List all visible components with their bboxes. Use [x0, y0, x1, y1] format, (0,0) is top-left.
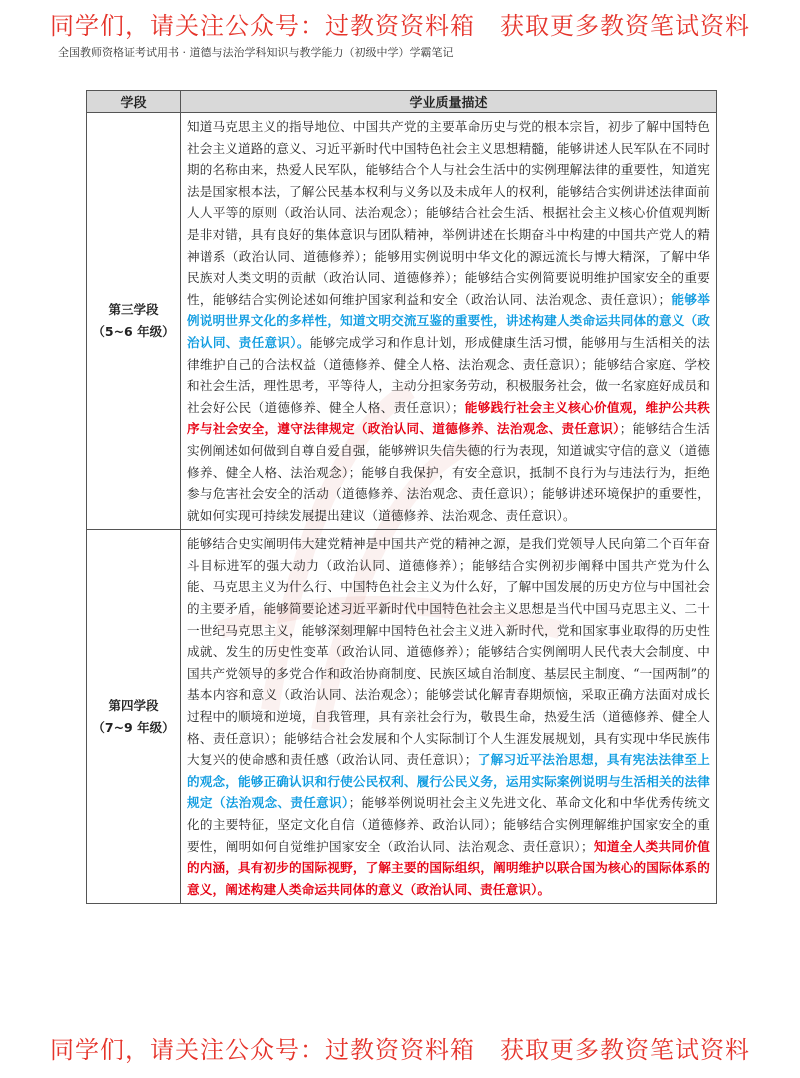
book-subtitle: 全国教师资格证考试用书 · 道德与法治学科知识与教学能力（初级中学）学霸笔记 — [58, 46, 454, 59]
stage-grades: （5~6 年级） — [92, 324, 175, 340]
column-header-stage: 学段 — [87, 91, 181, 113]
stage-name: 第三学段 — [108, 302, 159, 318]
highlight-red-text: 能够践行社会主义核心价值观，维护公共秩序与社会安全，遵守法律规定（政治认同、道德修养、法治观念、责任意识） — [187, 399, 711, 437]
promo-banner-bottom: 同学们，请关注公众号：过教资资料箱 获取更多教资笔试资料 — [50, 1036, 750, 1064]
stage-grades: （7~9 年级） — [92, 719, 175, 735]
highlight-blue-text: 能够举例说明世界文化的多样性，知道文明交流互鉴的重要性，讲述构建人类命运共同体的意义（政治认同、责任意识）。 — [187, 291, 710, 350]
description-cell — [181, 530, 717, 904]
description-cell — [181, 113, 717, 530]
description-text: ；能够结合生活实例阐述如何做到自尊自爱自强，能够辨识失信失德的行为表现，知道诚实守信的意义（道德修养、健全人格、法治观念）；能够自我保护，有安全意识，抵制不良行为与违法行为，拒绝参与危害社会安全的活动（道德修养、法治观念、责任意识）；能够讲述环境保护的重要性，就如何实现可持续发展提出建议（道德修养、法治观念、责任意识）。 — [187, 421, 710, 523]
stage-name: 第四学段 — [108, 697, 159, 713]
quality-description-table — [86, 90, 717, 904]
description-text: 能够完成学习和作息计划，形成健康生活习惯，能够用与生活相关的法律维护自己的合法权益（道德修养、健全人格、法治观念、责任意识）；能够结合家庭、学校和社会生活，理性思考，平等待人，主动分担家务劳动，积极服务社会，做一名家庭好成员和社会好公民（道德修养、健全人格、责任意识）； — [187, 334, 710, 415]
table-row-stage-3 — [87, 113, 717, 530]
table-header-row — [87, 91, 717, 113]
description-text: 知道马克思主义的指导地位、中国共产党的主要革命历史与党的根本宗旨，初步了解中国特色社会主义道路的意义、习近平新时代中国特色社会主义思想精髓，能够讲述人民军队在不同时期的名称由来，热爱人民军队，能够结合个人与社会生活中的实例理解法律的重要性，知道宪法是国家根本法，了解公民基本权利与义务以及未成年人的权利，能够结合实例讲述法律面前人人平等的原则（政治认同、法治观念）；能够结合社会生活、根据社会主义核心价值观判断是非对错，具有良好的集体意识与团队精神，举例讲述在长期奋斗中构建的中国共产党人的精神谱系（政治认同、道德修养）；能够用实例说明中华文化的源远流长与博大精深，了解中华民族对人类文明的贡献（政治认同、道德修养）；能够结合实例简要说明维护国家安全的重要性，能够结合实例论述如何维护国家利益和安全（政治认同、法治观念、责任意识）； — [187, 119, 710, 307]
description-text: 能够结合史实阐明伟大建党精神是中国共产党的精神之源，是我们党领导人民向第二个百年奋斗目标进军的强大动力（政治认同、道德修养）；能够结合实例初步阐释中国共产党为什么能、马克思主义为什么行、中国特色社会主义为什么好，了解中国发展的历史方位与中国社会的主要矛盾，能够简要论述习近平新时代中国特色社会主义思想是当代中国马克思主义、二十一世纪马克思主义，能够深刻理解中国特色社会主义进入新时代，党和国家事业取得的历史性成就、发生的历史性变革（政治认同、道德修养）；能够结合实例阐明人民代表大会制度、中国共产党领导的多党合作和政治协商制度、民族区域自治制度、基层民主制度、“一国两制”的基本内容和意义（政治认同、法治观念）；能够尝试化解青春期烦恼，采取正确方法面对成长过程中的顺境和逆境，自我管理，具有亲社会行为，敬畏生命，热爱生活（道德修养、健全人格、责任意识）；能够结合社会发展和个人实际制订个人生涯发展规划，具有实现中华民族伟大复兴的使命感和责任感（政治认同、责任意识）； — [187, 536, 710, 768]
highlight-blue-text: 了解习近平法治思想，具有宪法法律至上的观念，能够正确认识和行使公民权利、履行公民义务，运用实际案例说明与生活相关的法律规定（法治观念、责任意识） — [187, 752, 710, 811]
description-text: ；能够举例说明社会主义先进文化、革命文化和中华优秀传统文化的主要特征，坚定文化自信（道德修养、政治认同）；能够结合实例理解维护国家安全的重要性，阐明如何自觉维护国家安全（政治认同、法治观念、责任意识）； — [187, 795, 710, 854]
highlight-red-text: 知道全人类共同价值的内涵，具有初步的国际视野，了解主要的国际组织，阐明维护以联合国为核心的国际体系的意义，阐述构建人类命运共同体的意义（政治认同、责任意识）。 — [187, 838, 711, 897]
column-header-description: 学业质量描述 — [181, 91, 717, 113]
promo-banner-top: 同学们，请关注公众号：过教资资料箱 获取更多教资笔试资料 — [50, 12, 750, 40]
stage-cell — [87, 530, 181, 904]
stage-cell — [87, 113, 181, 530]
table-row-stage-4 — [87, 530, 717, 904]
